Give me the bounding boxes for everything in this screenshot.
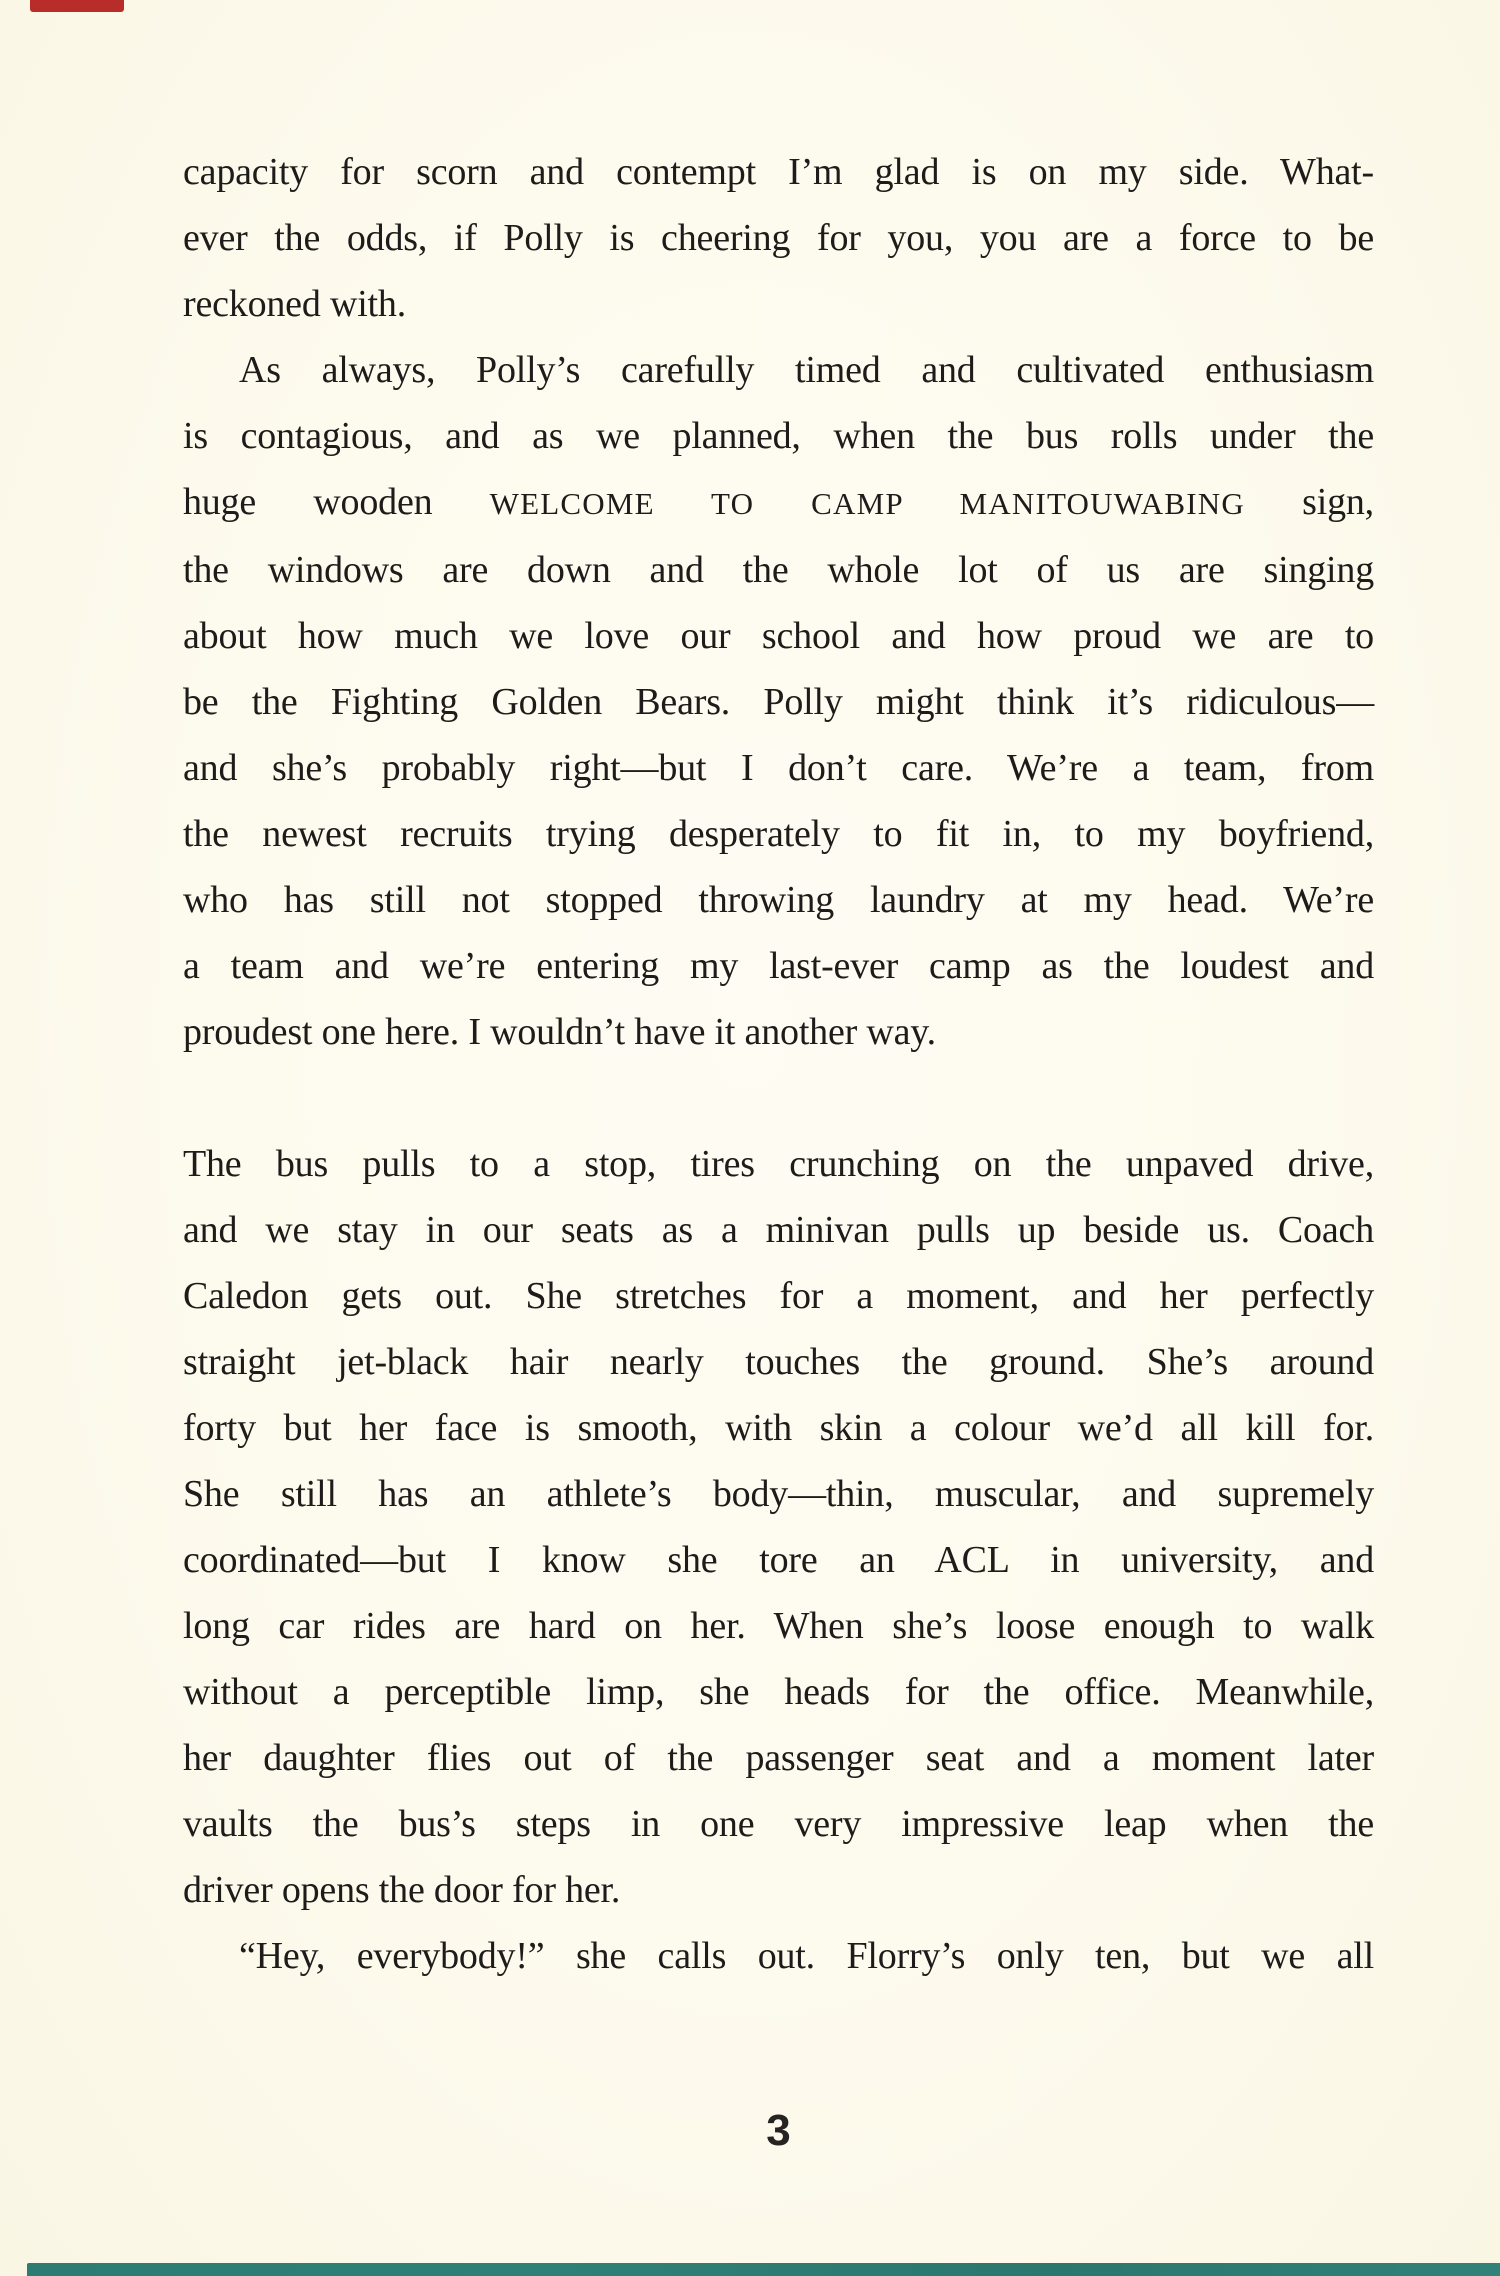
- text-line: and she’s probably right—but I don’t care. We’re a team, from: [183, 747, 1374, 789]
- paragraph: [183, 139, 1374, 337]
- scan-edge-artifact-top: [30, 0, 124, 12]
- paragraph: [183, 337, 1374, 1065]
- scan-edge-artifact-bottom: [27, 2263, 1500, 2276]
- text-line: who has still not stopped throwing laundry at my head. We’re: [183, 879, 1374, 921]
- body-text: [183, 139, 1374, 1989]
- text-line: coordinated—but I know she tore an ACL in university, and: [183, 1539, 1374, 1581]
- text-line: her daughter flies out of the passenger seat and a moment later: [183, 1737, 1374, 1779]
- text-line: “Hey, everybody!” she calls out. Florry’s only ten, but we all: [239, 1935, 1374, 1977]
- text-line: the newest recruits trying desperately to fit in, to my boyfriend,: [183, 813, 1374, 855]
- sign-text-caps: WELCOME TO CAMP MANITOUWABING: [489, 486, 1245, 521]
- text-line: reckoned with.: [183, 283, 407, 325]
- text-line: huge wooden WELCOME TO CAMP MANITOUWABING sign,: [183, 481, 1374, 523]
- text-line: long car rides are hard on her. When she’s loose enough to walk: [183, 1605, 1374, 1647]
- text-line: and we stay in our seats as a minivan pulls up beside us. Coach: [183, 1209, 1374, 1251]
- text-line: about how much we love our school and how proud we are to: [183, 615, 1374, 657]
- text-line: forty but her face is smooth, with skin a colour we’d all kill for.: [183, 1407, 1374, 1449]
- text-line: be the Fighting Golden Bears. Polly might think it’s ridiculous—: [183, 681, 1374, 723]
- text-line: As always, Polly’s carefully timed and cultivated enthusiasm: [239, 349, 1374, 391]
- page-number: 3: [766, 2106, 791, 2155]
- text-line: straight jet-black hair nearly touches the ground. She’s around: [183, 1341, 1374, 1383]
- text-line: The bus pulls to a stop, tires crunching on the unpaved drive,: [183, 1143, 1374, 1185]
- text-line: the windows are down and the whole lot of us are singing: [183, 549, 1374, 591]
- text-line: She still has an athlete’s body—thin, muscular, and supremely: [183, 1473, 1374, 1515]
- text-line: proudest one here. I wouldn’t have it another way.: [183, 1011, 936, 1053]
- text-line: without a perceptible limp, she heads for the office. Meanwhile,: [183, 1671, 1374, 1713]
- text-line: is contagious, and as we planned, when the bus rolls under the: [183, 415, 1374, 457]
- text-line: Caledon gets out. She stretches for a moment, and her perfectly: [183, 1275, 1374, 1317]
- text-line: driver opens the door for her.: [183, 1869, 621, 1911]
- text-line: vaults the bus’s steps in one very impressive leap when the: [183, 1803, 1374, 1845]
- paragraph: [183, 1131, 1374, 1923]
- text-line: a team and we’re entering my last-ever camp as the loudest and: [183, 945, 1374, 987]
- text-line: ever the odds, if Polly is cheering for you, you are a force to be: [183, 217, 1374, 259]
- paragraph: [183, 1923, 1374, 1989]
- text-line: capacity for scorn and contempt I’m glad is on my side. What-: [183, 151, 1374, 193]
